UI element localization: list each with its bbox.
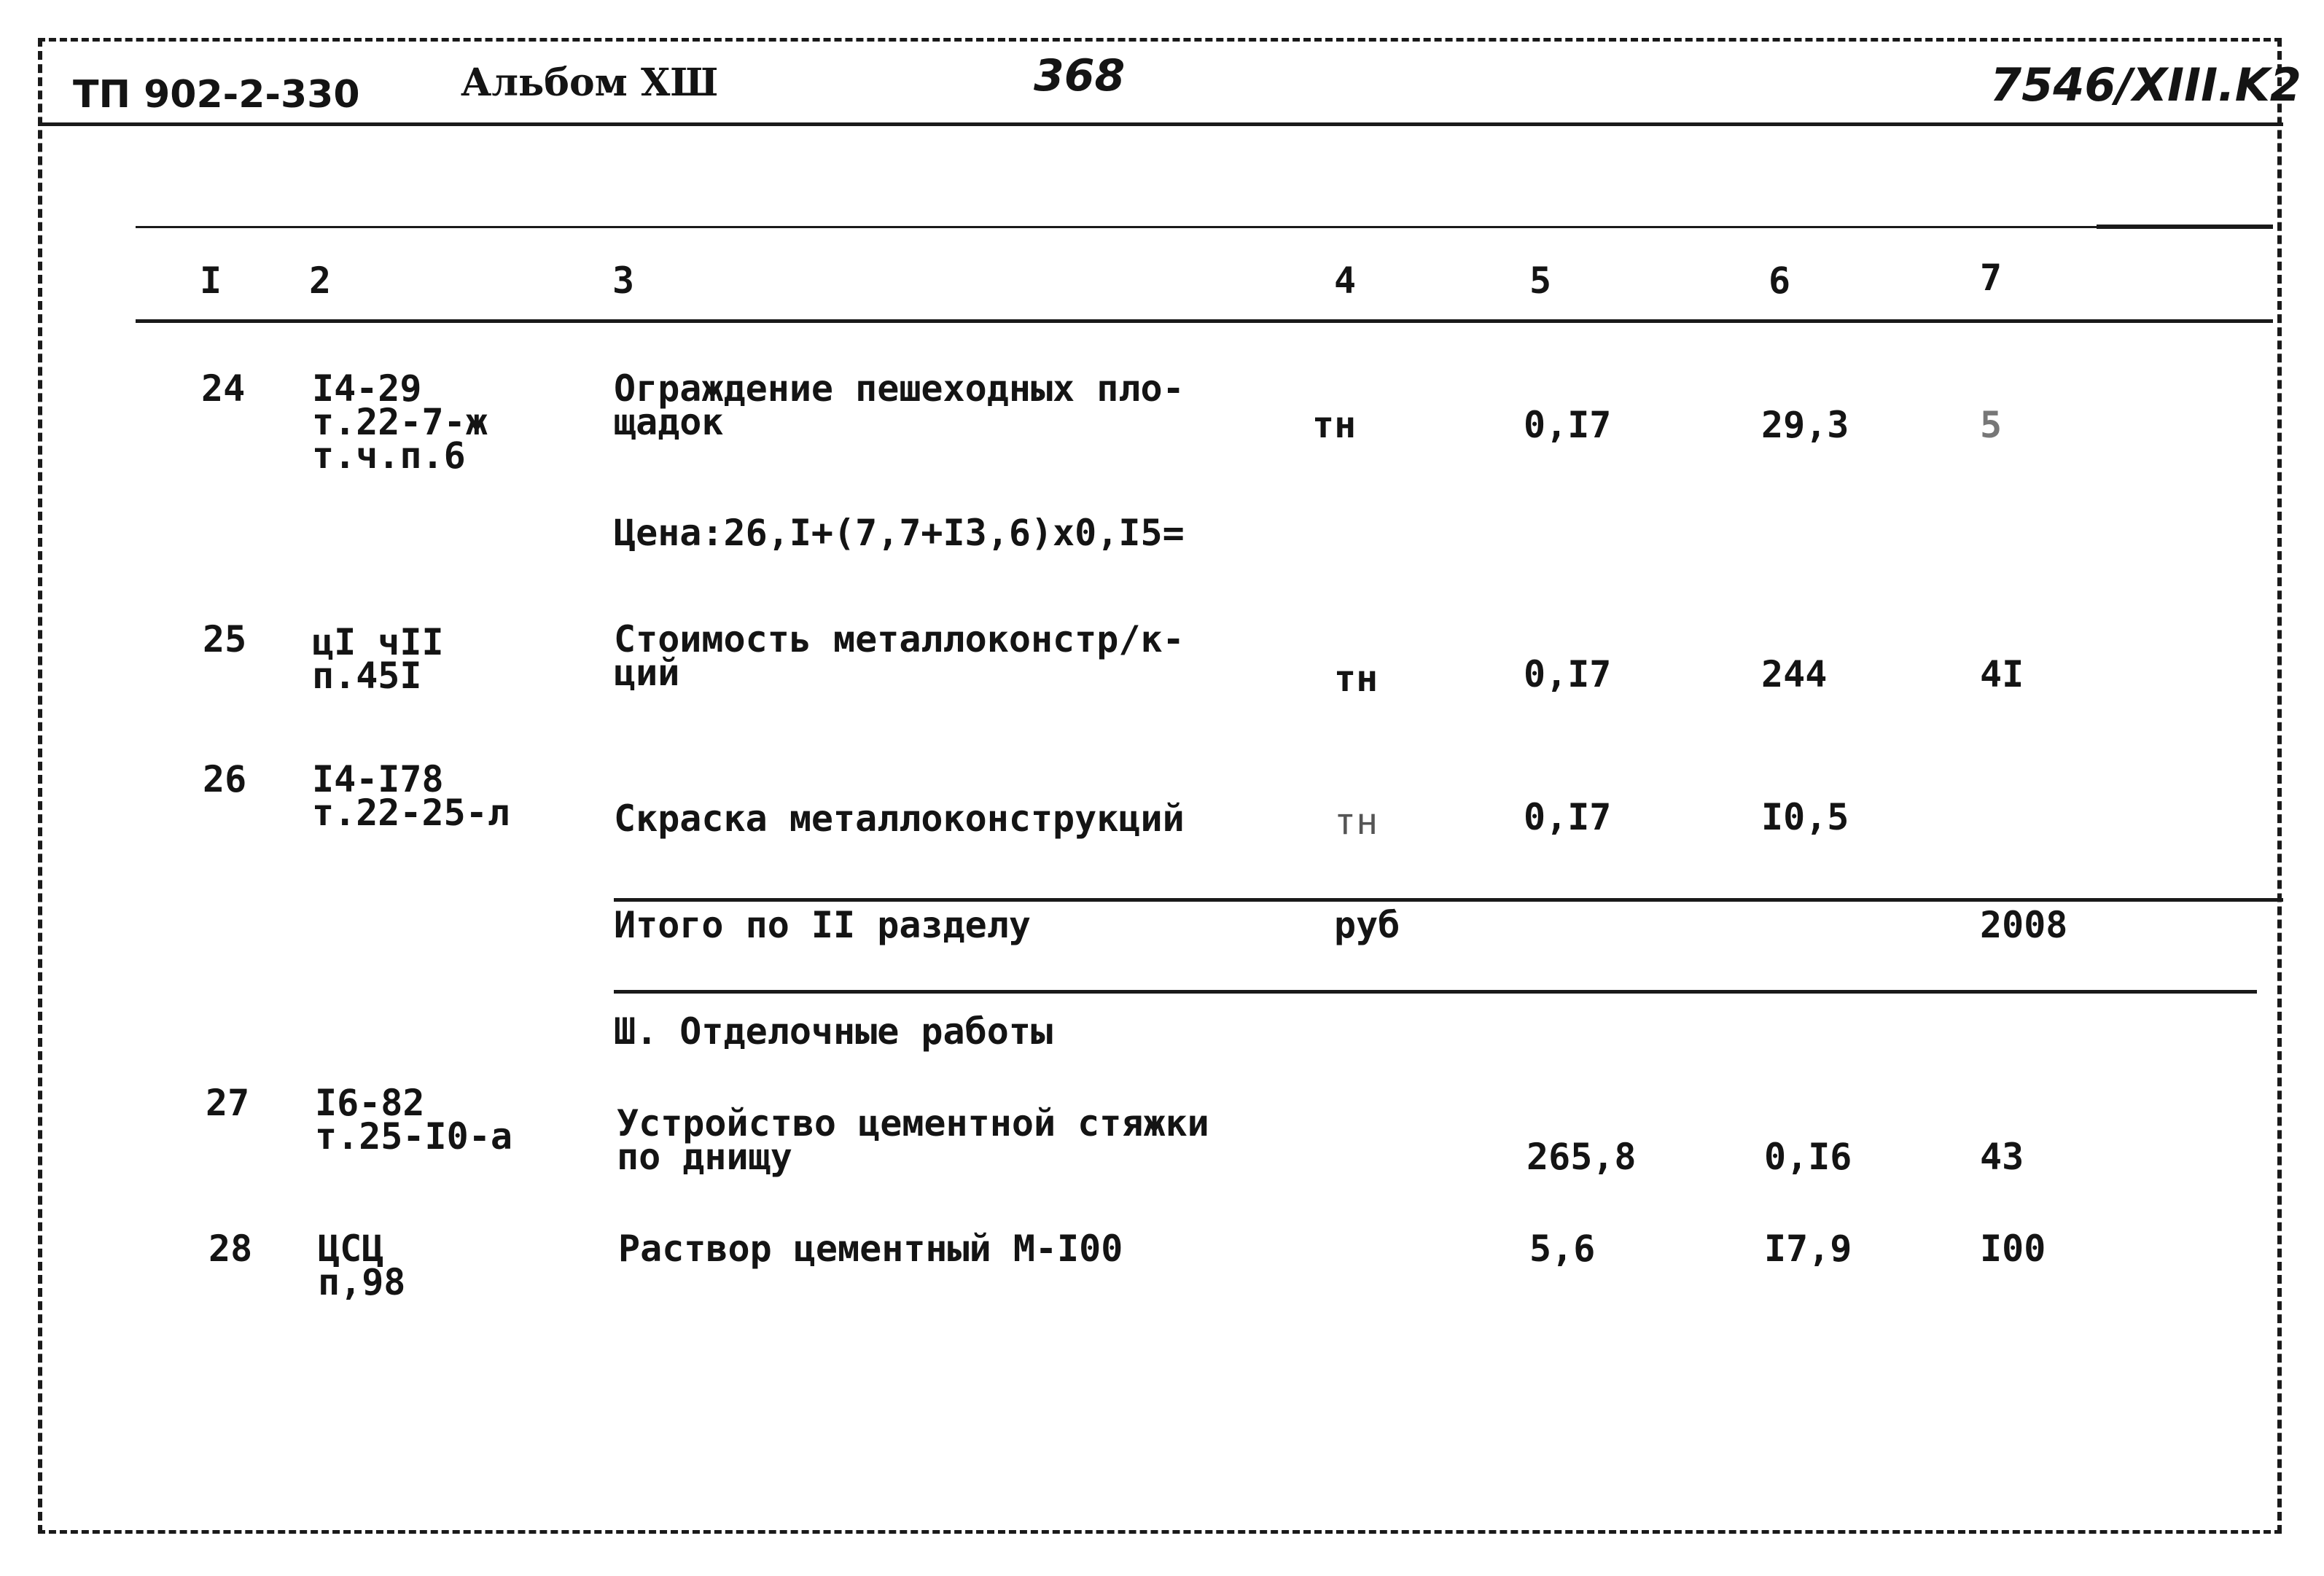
- page-number: 368: [1034, 50, 1126, 101]
- row-27-num: 27: [206, 1082, 250, 1124]
- row-24-qty: 0,I7: [1524, 404, 1612, 446]
- album-label: Альбом XШ: [461, 61, 719, 105]
- row-26-code: I4-I78 т.22-25-л: [312, 758, 510, 834]
- row-28-num: 28: [208, 1228, 253, 1270]
- row-26-price: I0,5: [1761, 796, 1849, 838]
- subtotal-label: Итого по II разделу: [614, 904, 1031, 946]
- row-25-price: 244: [1761, 653, 1828, 695]
- col-header-3: 3: [612, 260, 635, 302]
- row-27-name: Устройство цементной стяжки по днищу: [617, 1102, 1209, 1178]
- project-code: ТП 902-2-330: [73, 73, 360, 117]
- subtotal-value: 2008: [1980, 904, 2068, 946]
- column-header-rule: [136, 319, 2273, 323]
- row-25-code: цI чII п.45I: [312, 621, 444, 697]
- header-rule: [38, 122, 2283, 126]
- row-27-total: 43: [1980, 1136, 2024, 1178]
- subtotal-top-rule: [614, 898, 2283, 902]
- table-top-rule: [136, 226, 2273, 228]
- row-26-unit: тн: [1334, 800, 1379, 843]
- row-24-name: Ограждение пешеходных пло- щадок: [614, 367, 1185, 443]
- row-27-price: 0,I6: [1764, 1136, 1852, 1178]
- row-26-name: Скраска металлоконструкций: [614, 797, 1185, 840]
- col-header-6: 6: [1769, 260, 1791, 302]
- col-header-2: 2: [309, 260, 332, 302]
- row-25-unit: тн: [1334, 658, 1379, 700]
- row-24-num: 24: [201, 367, 246, 410]
- row-27-qty: 265,8: [1526, 1136, 1637, 1178]
- col-header-1: I: [200, 260, 222, 302]
- row-28-price: I7,9: [1764, 1228, 1852, 1270]
- row-26-qty: 0,I7: [1524, 796, 1612, 838]
- row-24-price: 29,3: [1761, 404, 1849, 446]
- row-24-unit: тн: [1312, 404, 1357, 446]
- row-28-code: ЦСЦ п,98: [318, 1228, 406, 1303]
- row-24-code: I4-29 т.22-7-ж т.ч.п.6: [312, 367, 488, 477]
- subtotal-bottom-rule: [614, 990, 2257, 994]
- price-note: Цена:26,I+(7,7+I3,6)x0,I5=: [614, 512, 1185, 554]
- row-25-name: Стоимость металлоконстр/к- ций: [614, 618, 1185, 694]
- row-24-total: 5: [1980, 404, 2003, 446]
- row-25-total: 4I: [1980, 653, 2024, 695]
- row-28-total: I00: [1980, 1228, 2046, 1270]
- row-28-name: Раствор цементный М-I00: [618, 1228, 1123, 1270]
- subtotal-unit: руб: [1334, 904, 1400, 946]
- sheet-code: 7546/XIII.K2: [1990, 58, 2301, 112]
- row-25-qty: 0,I7: [1524, 653, 1612, 695]
- row-25-num: 25: [203, 618, 247, 660]
- row-27-code: I6-82 т.25-I0-а: [315, 1082, 512, 1158]
- row-28-qty: 5,6: [1529, 1228, 1596, 1270]
- col-header-4: 4: [1334, 260, 1357, 302]
- table-top-rule-thick: [2097, 225, 2273, 229]
- col-header-5: 5: [1529, 260, 1552, 302]
- row-26-num: 26: [203, 758, 247, 800]
- col-header-7: 7: [1980, 257, 2003, 299]
- section-title: Ш. Отделочные работы: [614, 1010, 1053, 1053]
